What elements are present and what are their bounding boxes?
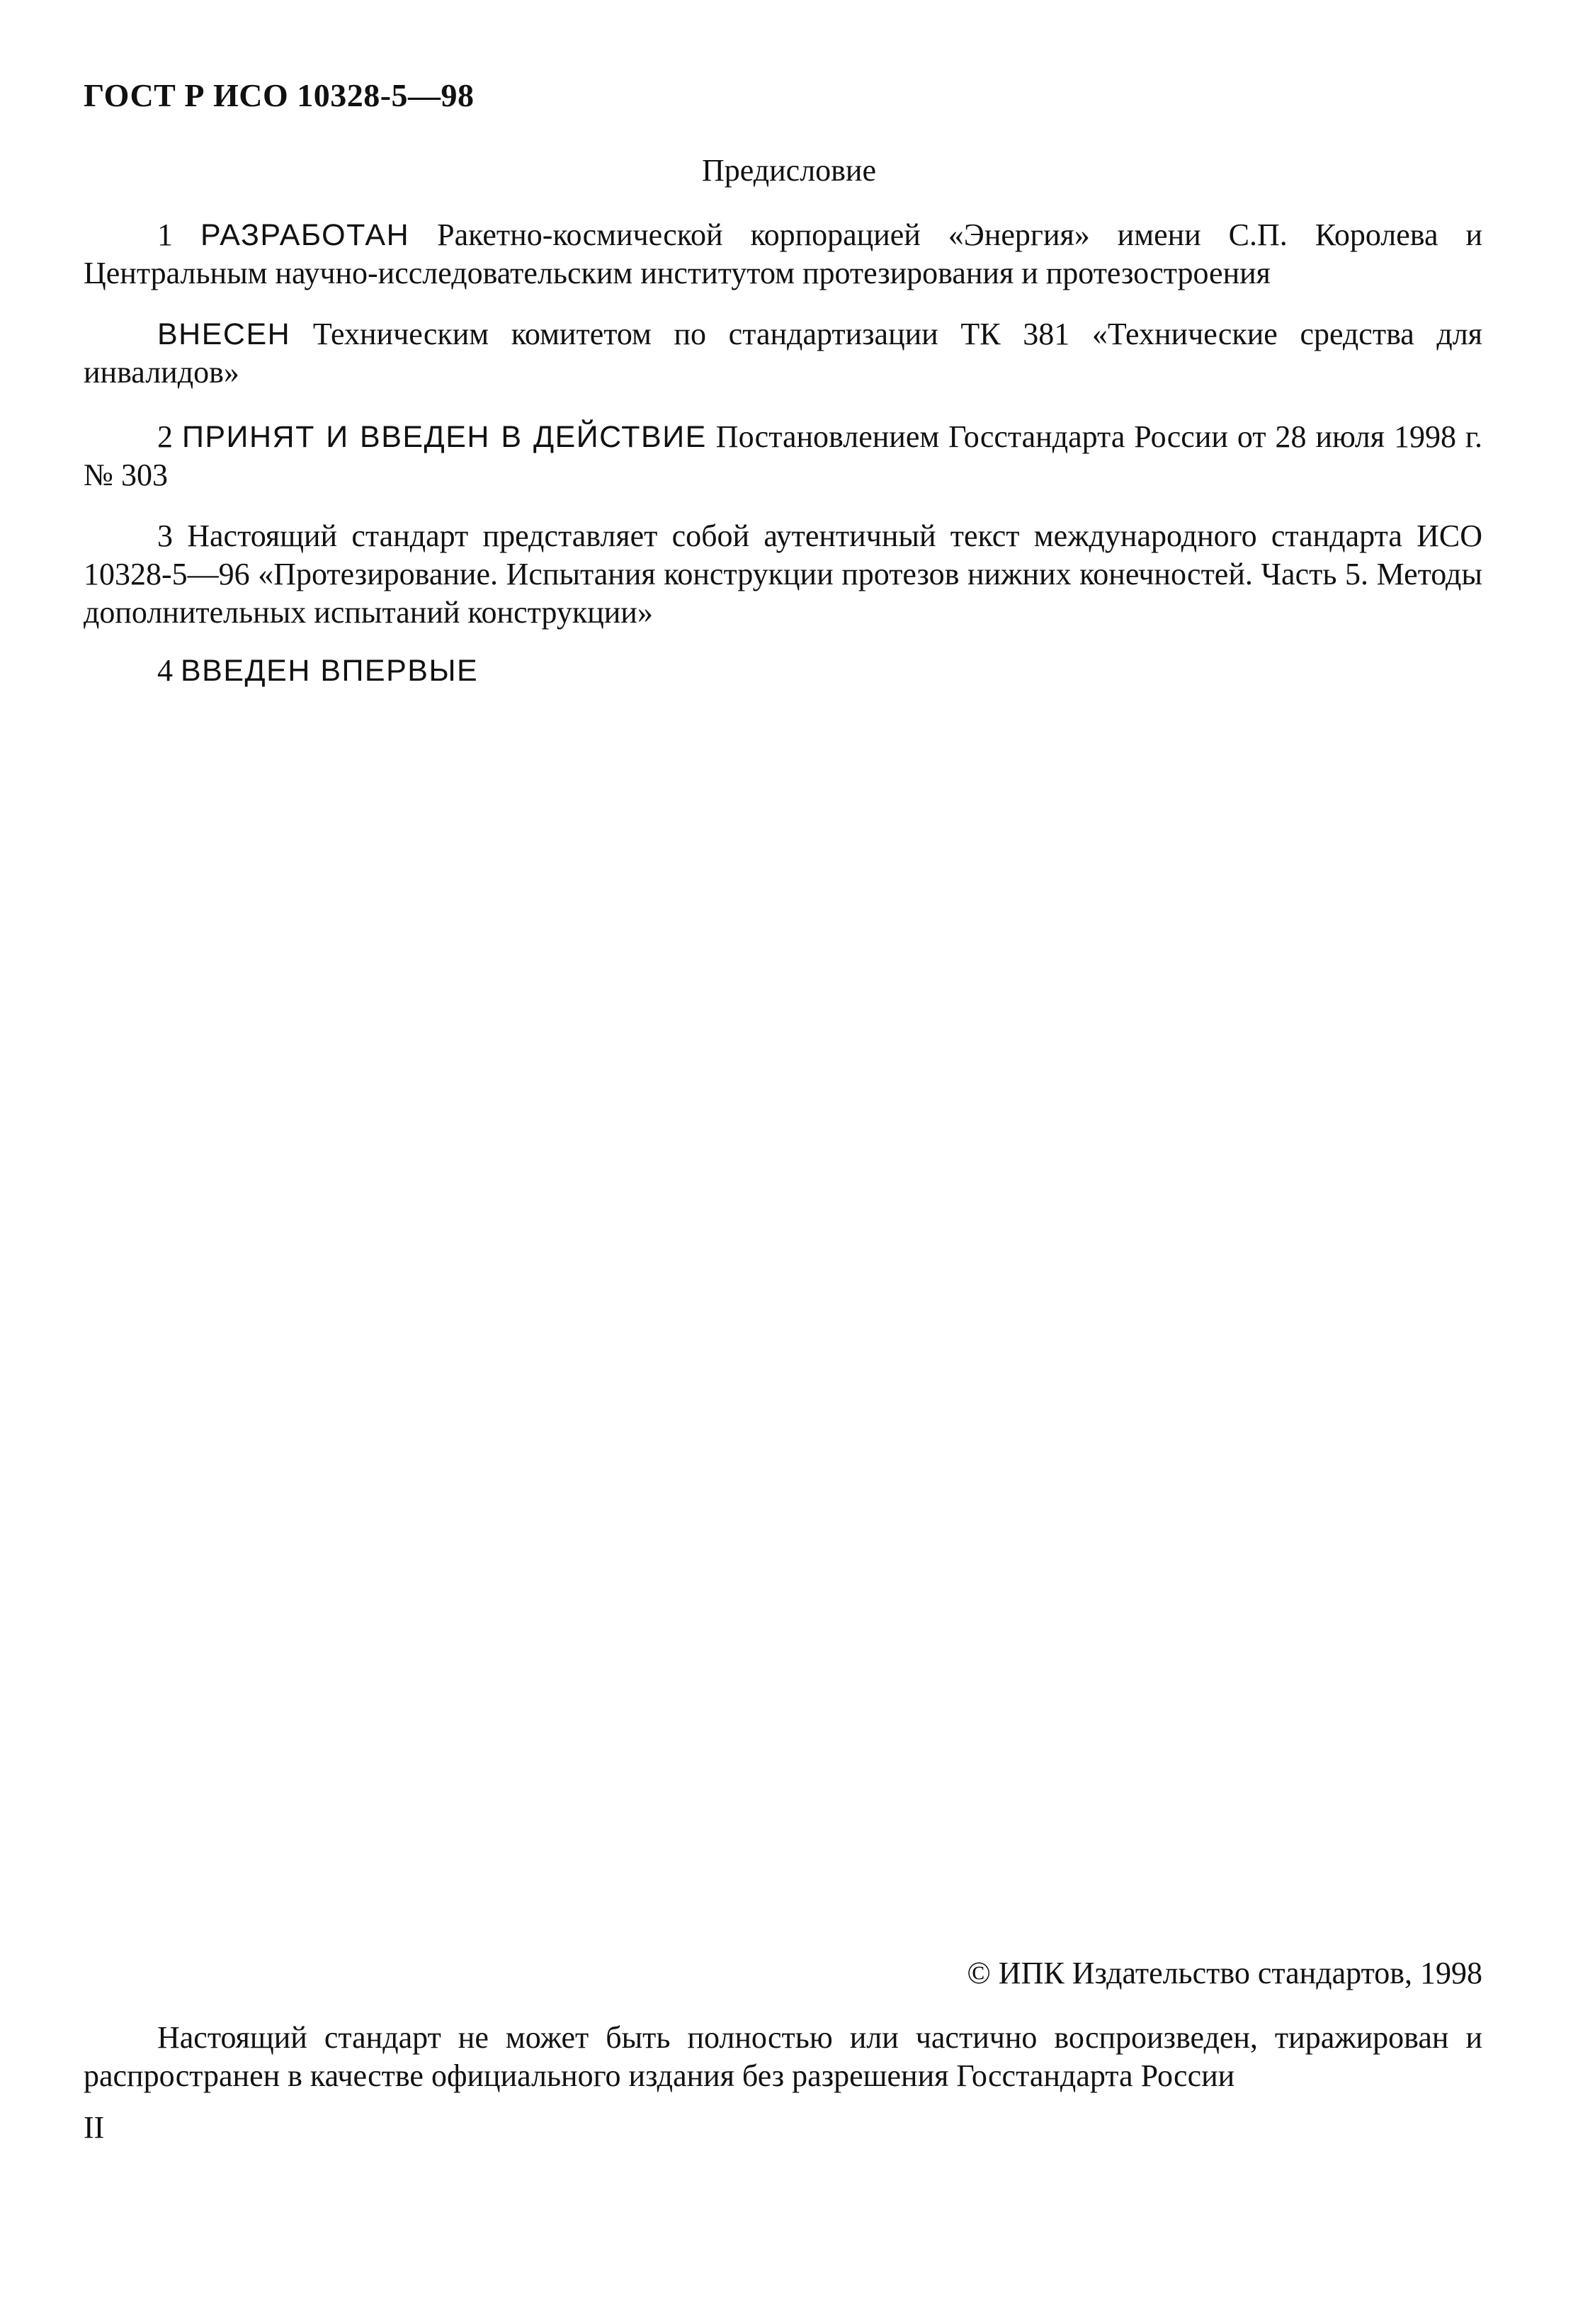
item-number: 2 — [157, 419, 173, 454]
copyright-line: © ИПК Издательство стандартов, 1998 — [967, 1956, 1482, 1990]
item-text: Техническим комитетом по стандартизации ТК 381 «Технические средства для инвалидов» — [84, 317, 1483, 390]
item-number: 4 — [157, 653, 173, 688]
document-code: ГОСТ Р ИСО 10328-5—98 — [84, 77, 475, 113]
item-caps-label: ВНЕСЕН — [157, 317, 291, 351]
section-title: Предисловие — [702, 153, 876, 188]
item-number: 1 — [157, 217, 173, 252]
item-caps-label: РАЗРАБОТАН — [200, 218, 410, 252]
item-caps-label: ПРИНЯТ И ВВЕДЕН В ДЕЙСТВИЕ — [181, 420, 707, 454]
page-number: II — [84, 2110, 105, 2145]
item-caps-label: ВВЕДЕН ВПЕРВЫЕ — [181, 654, 479, 688]
preface-item-1 — [84, 216, 1482, 293]
item-text: Ракетно-космической корпорацией «Энергия» имени С.П. Королева и Центральным научно-исследовательским институтом протезирования и протезостроения — [84, 217, 1483, 290]
item-text: Настоящий стандарт представляет собой аутентичный текст международного стандарта ИСО 10328-5—96 «Протезирование. Испытания конструкции протезов нижних конечностей. Часть 5. Методы дополнительных испытаний конструкции» — [84, 518, 1483, 630]
preface-item-3 — [84, 517, 1482, 632]
item-text: Постановлением Госстандарта России от 28 июля 1998 г. № 303 — [84, 419, 1482, 492]
notice-text: Настоящий стандарт не может быть полностью или частично воспроизведен, тиражирован и распространен в качестве официального издания без разрешения Госстандарта России — [84, 2020, 1482, 2093]
preface-item-introduced — [84, 315, 1482, 392]
reproduction-notice — [84, 2019, 1482, 2095]
preface-item-2 — [84, 418, 1482, 494]
preface-item-4 — [84, 652, 1482, 690]
item-number: 3 — [157, 518, 173, 553]
